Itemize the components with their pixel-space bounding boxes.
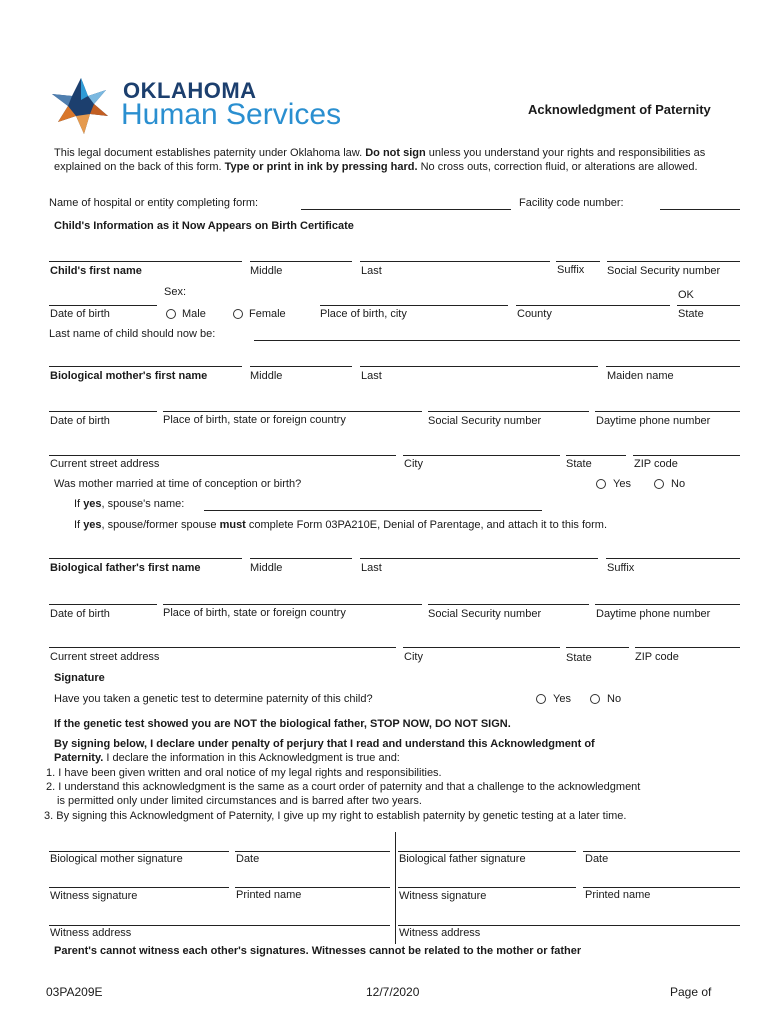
spouse-name-field[interactable]	[204, 510, 542, 511]
witness1-address-label: Witness address	[50, 927, 132, 939]
facility-code-label: Facility code number:	[519, 197, 624, 209]
child-dob-field[interactable]	[49, 305, 157, 306]
father-dob-field[interactable]	[49, 604, 157, 605]
child-state-value: OK	[678, 289, 694, 301]
form-title: Acknowledgment of Paternity	[528, 102, 711, 117]
father-phone-field[interactable]	[595, 604, 740, 605]
genetic-no-radio[interactable]	[590, 694, 600, 704]
hospital-name-field[interactable]	[301, 209, 511, 210]
form-number: 03PA209E	[46, 985, 103, 999]
mother-middle-field[interactable]	[250, 366, 352, 367]
witness2-signature-label: Witness signature	[399, 890, 487, 902]
male-label: Male	[182, 308, 206, 320]
child-ssn-label: Social Security number	[607, 265, 721, 277]
father-zip-field[interactable]	[635, 647, 740, 648]
hospital-name-label: Name of hospital or entity completing form:	[49, 197, 259, 209]
genetic-yes-label: Yes	[553, 693, 571, 705]
witness1-signature-label: Witness signature	[50, 890, 138, 902]
father-state-field[interactable]	[566, 647, 629, 648]
child-sex-label: Sex:	[164, 286, 187, 298]
facility-code-field[interactable]	[660, 209, 740, 210]
father-state-label: State	[566, 652, 592, 664]
signature-title: Signature	[54, 672, 105, 684]
stop-warning: If the genetic test showed you are NOT the biological father, STOP NOW, DO NOT SIGN.	[54, 718, 511, 730]
intro-text-4: responsibilities as explained on the back of this form.	[54, 147, 706, 173]
genetic-yes-radio[interactable]	[536, 694, 546, 704]
father-last-label: Last	[361, 562, 382, 574]
item-2b: is permitted only under limited circumstances and is barred after two years.	[57, 795, 422, 807]
child-last-field[interactable]	[360, 261, 550, 262]
father-dob-label: Date of birth	[50, 608, 110, 620]
intro-text-1: This legal document establishes paternity under Oklahoma law.	[54, 147, 363, 159]
father-pob-label: Place of birth, state or foreign country	[163, 607, 346, 619]
mother-ssn-label: Social Security number	[428, 415, 542, 427]
child-section-title: Child's Information as it Now Appears on Birth Certificate	[54, 220, 354, 232]
male-radio[interactable]	[166, 309, 176, 319]
spouse-rest: , spouse's name:	[101, 498, 185, 510]
intro-text-6: No cross outs, correction	[420, 161, 543, 173]
child-last-label: Last	[361, 265, 382, 277]
child-suffix-label: Suffix	[557, 264, 585, 276]
child-county-label: County	[517, 308, 552, 320]
witness2-printed-field[interactable]	[583, 887, 740, 888]
intro-text-3: unless you understand your rights and	[428, 147, 616, 159]
witness1-printed-label: Printed name	[236, 889, 302, 901]
denial-if: If	[74, 519, 81, 531]
married-yes-label: Yes	[613, 478, 631, 490]
father-middle-field[interactable]	[250, 558, 352, 559]
logo	[46, 74, 366, 138]
married-no-label: No	[671, 478, 686, 490]
child-suffix-field[interactable]	[556, 261, 600, 262]
mother-dob-field[interactable]	[49, 411, 157, 412]
witness1-printed-field[interactable]	[235, 887, 390, 888]
mother-middle-label: Middle	[250, 370, 283, 382]
mother-phone-label: Daytime phone number	[596, 415, 711, 427]
genetic-no-label: No	[607, 693, 622, 705]
mother-last-label: Last	[361, 370, 382, 382]
father-city-label: City	[404, 651, 423, 663]
married-yes-radio[interactable]	[596, 479, 606, 489]
mother-pob-label: Place of birth, state or foreign country	[163, 414, 346, 426]
child-middle-label: Middle	[250, 265, 283, 277]
child-last-name-now-field[interactable]	[254, 340, 740, 341]
female-radio[interactable]	[233, 309, 243, 319]
mother-first-name-field[interactable]	[49, 366, 242, 367]
mother-zip-label: ZIP code	[634, 458, 678, 470]
child-ssn-field[interactable]	[607, 261, 740, 262]
father-city-field[interactable]	[403, 647, 560, 648]
declare-paternity: Paternity.	[54, 752, 104, 764]
mother-ssn-field[interactable]	[428, 411, 589, 412]
spouse-yes: yes	[83, 498, 102, 510]
mother-address-field[interactable]	[49, 455, 396, 456]
denial-yes: yes	[83, 519, 102, 531]
father-address-label: Current street address	[50, 651, 160, 663]
mother-pob-field[interactable]	[163, 411, 422, 412]
witness2-address-field[interactable]	[398, 925, 740, 926]
declare-line-2	[54, 752, 400, 764]
father-date-label: Date	[585, 853, 609, 865]
married-no-radio[interactable]	[654, 479, 664, 489]
father-date-field[interactable]	[583, 851, 740, 852]
mother-dob-label: Date of birth	[50, 415, 110, 427]
mother-married-question: Was mother married at time of conception or birth?	[54, 478, 302, 490]
mother-state-field[interactable]	[566, 455, 626, 456]
page-number: Page of	[670, 985, 712, 999]
father-middle-label: Middle	[250, 562, 283, 574]
intro-text-7: fluid, or alterations are allowed.	[545, 161, 698, 173]
org-name-line1: OKLAHOMA	[123, 78, 257, 103]
declare-true: I declare the information in this Acknowledgment is true and:	[106, 752, 400, 764]
denial-rest: complete Form 03PA210E, Denial of Parentage, and attach it to this form.	[248, 519, 608, 531]
father-last-field[interactable]	[360, 558, 598, 559]
child-county-field[interactable]	[516, 305, 670, 306]
child-dob-label: Date of birth	[50, 308, 110, 320]
intro-do-not-sign: Do not sign	[365, 147, 426, 159]
father-ssn-field[interactable]	[428, 604, 589, 605]
denial-must: must	[219, 519, 246, 531]
mother-maiden-field[interactable]	[606, 366, 740, 367]
father-suffix-field[interactable]	[606, 558, 740, 559]
signature-divider	[395, 832, 396, 944]
witness1-address-field[interactable]	[49, 925, 390, 926]
item-2a: 2. I understand this acknowledgment is the same as a court order of paternity and that a challenge to the acknowledgment	[46, 781, 641, 793]
mother-first-name-label: Biological mother's first name	[50, 370, 208, 382]
child-pob-city-label: Place of birth, city	[320, 308, 407, 320]
denial-notice	[74, 519, 607, 531]
child-middle-field[interactable]	[250, 261, 352, 262]
child-state-field[interactable]	[677, 305, 740, 306]
father-zip-label: ZIP code	[635, 651, 679, 663]
mother-zip-field[interactable]	[633, 455, 740, 456]
father-suffix-label: Suffix	[607, 562, 635, 574]
witness1-signature-field[interactable]	[49, 887, 229, 888]
child-last-name-now-label: Last name of child should now be:	[49, 328, 216, 340]
spouse-name-label	[74, 498, 184, 510]
father-address-field[interactable]	[49, 647, 396, 648]
denial-mid: , spouse/former spouse	[101, 519, 217, 531]
mother-signature-field[interactable]	[49, 851, 229, 852]
father-signature-label: Biological father signature	[399, 853, 526, 865]
father-ssn-label: Social Security number	[428, 608, 542, 620]
item-3: 3. By signing this Acknowledgment of Paternity, I give up my right to establish paternity by genetic testing at a later time.	[44, 810, 627, 822]
child-state-label: State	[678, 308, 704, 320]
declare-line-1: By signing below, I declare under penalty of perjury that I read and understand this Acknowledgment of	[54, 738, 595, 750]
female-label: Female	[249, 308, 286, 320]
child-first-name-label: Child's first name	[50, 265, 142, 277]
item-1: 1. I have been given written and oral notice of my legal rights and responsibilities.	[46, 767, 442, 779]
intro-paragraph	[54, 146, 744, 174]
mother-phone-field[interactable]	[595, 411, 740, 412]
father-pob-field[interactable]	[163, 604, 422, 605]
mother-city-label: City	[404, 458, 423, 470]
intro-type-print: Type or print in ink by pressing hard.	[224, 161, 418, 173]
mother-date-label: Date	[236, 853, 260, 865]
mother-signature-label: Biological mother signature	[50, 853, 183, 865]
mother-address-label: Current street address	[50, 458, 160, 470]
witness2-address-label: Witness address	[399, 927, 481, 939]
father-phone-label: Daytime phone number	[596, 608, 711, 620]
org-name-line2: Human Services	[121, 98, 342, 131]
witness2-signature-field[interactable]	[398, 887, 576, 888]
genetic-test-question: Have you taken a genetic test to determine paternity of this child?	[54, 693, 373, 705]
mother-date-field[interactable]	[235, 851, 390, 852]
witness2-printed-label: Printed name	[585, 889, 651, 901]
mother-maiden-label: Maiden name	[607, 370, 674, 382]
witness-warning: Parent's cannot witness each other's signatures. Witnesses cannot be related to the mother or father	[54, 945, 582, 957]
spouse-if: If	[74, 498, 81, 510]
father-first-name-field[interactable]	[49, 558, 242, 559]
father-signature-field[interactable]	[398, 851, 576, 852]
mother-last-field[interactable]	[360, 366, 598, 367]
mother-state-label: State	[566, 458, 592, 470]
child-pob-city-field[interactable]	[320, 305, 508, 306]
form-date: 12/7/2020	[366, 985, 420, 999]
star-logo-icon	[46, 74, 116, 138]
child-first-name-field[interactable]	[49, 261, 242, 262]
father-first-name-label: Biological father's first name	[50, 562, 201, 574]
mother-city-field[interactable]	[403, 455, 560, 456]
